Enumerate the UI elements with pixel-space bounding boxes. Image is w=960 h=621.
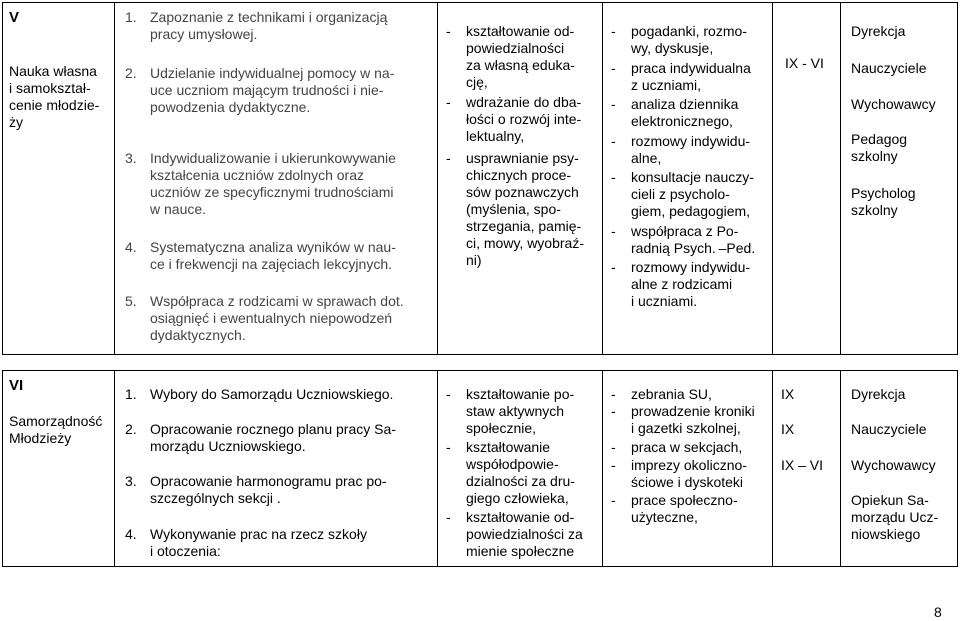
form-item: - współpraca z Po- radnią Psych. –Ped. (611, 223, 756, 256)
area-cell (3, 371, 115, 566)
task-item: 3. Opracowanie harmonogramu prac po- szczególnych sekcji . (125, 473, 387, 506)
goal-item: - usprawnianie psy- chicznych proce- sów poznawczych (myślenia, spo- strzegania, pamię- ci, mowy, wyobraź- ni) (446, 150, 584, 268)
responsible-item: Wychowawcy (851, 457, 936, 473)
form-item: - rozmowy indywidu- alne z rodzicami i uczniami. (611, 259, 751, 309)
form-item: - praca indywidualna z uczniami, (611, 60, 751, 93)
form-item: - rozmowy indywidu- alne, (611, 133, 751, 166)
responsible-item: Dyrekcja (851, 23, 906, 39)
responsible-cell (841, 371, 957, 566)
task-item: 4. Wykonywanie prac na rzecz szkoły i otoczenia: (125, 526, 367, 559)
area-cell (3, 3, 115, 354)
table-row-v (2, 2, 958, 355)
responsible-item: Opiekun Sa- morządu Ucz- niowskiego (851, 492, 939, 542)
table-row-vi (2, 370, 958, 567)
goals-cell (438, 371, 603, 566)
form-item: - pogadanki, rozmo- wy, dyskusje, (611, 23, 747, 56)
responsible-item: Nauczyciele (851, 421, 927, 437)
form-item: - prace społeczno- użyteczne, (611, 492, 738, 525)
term-value: IX – VI (781, 457, 824, 473)
task-item: 1. Wybory do Samorządu Uczniowskiego. (125, 386, 394, 402)
area-numeral: V (9, 9, 20, 26)
task-item: 2. Opracowanie rocznego planu pracy Sa- morządu Uczniowskiego. (125, 421, 396, 454)
area-numeral: VI (9, 377, 24, 394)
responsible-cell (841, 3, 957, 354)
goal-item: - kształtowanie od- powiedzialności za mienie społeczne (446, 509, 583, 559)
form-item: - prowadzenie kroniki i gazetki szkolnej, (611, 403, 755, 436)
task-item: 2. Udzielanie indywidualnej pomocy w na- uce uczniom mającym trudności i nie- powodzenia dydaktyczne. (125, 65, 395, 115)
responsible-item: Dyrekcja (851, 386, 906, 402)
goal-item: - kształtowanie po- staw aktywnych społecznie, (446, 386, 575, 436)
responsible-item: Wychowawcy (851, 96, 936, 112)
term-cell (773, 3, 841, 354)
task-item: 1. Zapoznanie z technikami i organizacją pracy umysłowej. (125, 9, 388, 42)
area-title: Nauka własna i samokształ- cenie młodzie- ży (9, 63, 100, 130)
goals-cell (438, 3, 603, 354)
responsible-item: Pedagog szkolny (851, 131, 908, 164)
form-item: - zebrania SU, (611, 386, 712, 402)
forms-cell (603, 371, 773, 566)
forms-cell (603, 3, 773, 354)
form-item: - konsultacje nauczy- cieli z psycholo- giem, pedagogiem, (611, 169, 754, 219)
tasks-cell (115, 371, 438, 566)
page-number: 8 (934, 604, 942, 620)
task-item: 3. Indywidualizowanie i ukierunkowywanie kształcenia uczniów zdolnych oraz uczniów ze specyficznymi trudnościami w nauce. (125, 150, 396, 217)
responsible-item: Psycholog szkolny (851, 185, 916, 218)
responsible-item: Nauczyciele (851, 60, 927, 76)
task-item: 4. Systematyczna analiza wyników w nau- ce i frekwencji na zajęciach lekcyjnych. (125, 239, 396, 272)
term-value: IX (781, 386, 795, 402)
area-title: Samorządność Młodzieży (9, 413, 103, 446)
tasks-cell (115, 3, 438, 354)
term-value: IX - VI (785, 55, 824, 71)
form-item: - analiza dziennika elektronicznego, (611, 96, 739, 129)
goal-item: - wdrażanie do dba- łości o rozwój inte- lektualny, (446, 94, 582, 144)
goal-item: - kształtowanie współodpowie- dzialności za dru- giego człowieka, (446, 439, 575, 506)
form-item: - praca w sekcjach, (611, 439, 743, 455)
form-item: - imprezy okoliczno- ściowe i dyskoteki (611, 457, 747, 490)
term-value: IX (781, 421, 795, 437)
task-item: 5. Współpraca z rodzicami w sprawach dot. osiągnięć i ewentualnych niepowodzeń dydaktycznych. (125, 293, 404, 343)
goal-item: - kształtowanie od- powiedzialności za własną eduka- cję, (446, 23, 575, 90)
term-cell (773, 371, 841, 566)
